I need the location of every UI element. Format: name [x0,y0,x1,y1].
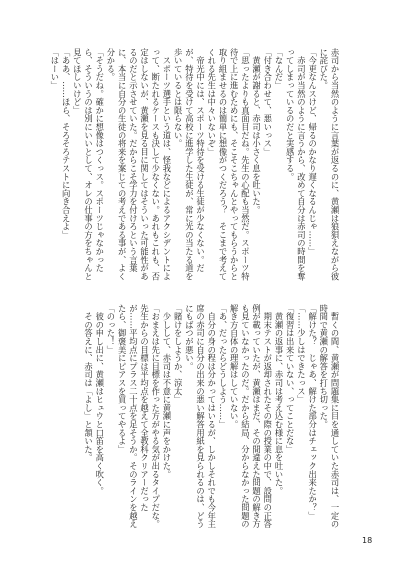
dialogue-line: 「解けた？ じゃあ、解けた部分はチェック出来たか？」 [307,304,318,520]
dialogue-line: 「なんだ」 [273,48,284,90]
page-number: 18 [362,536,373,545]
dialogue-line: 「復習は出来ていない、ってことだな」 [285,304,296,454]
paragraph: 黄瀬の返事に、赤司は考え込む様に息を吐いた。 [273,304,284,495]
paragraph: 帝光中には、スポーツ特待を受ける生徒が少なくない。だが、特待を受けて高校に進学した生徒が、常に光の当たる道を歩いているとは限らない。 [173,48,206,281]
paragraph: 暫くの間、黄瀬が問題集に目を通していた赤司は、一定の時間で黄瀬の解答を打ち切った。 [318,304,340,529]
paragraph: 黄瀬が謝ると、赤司は小さく息を吐いた。 [251,48,262,214]
dialogue-line: 「賭けをしようか、涼太」 [173,304,184,404]
dialogue-line: 「ああ、……ほら、そろそろテストに向き合えよ」 [61,48,72,239]
dialogue-line: 「おまえは先に目標を作った方がやる気が出るタイプだな。先生からの目標は平均点を越えて全教科クリアーだったが……平均点にプラス二十点を足そうか。そのラインを越えたら、御褒美にピアスを買ってやるよ」 [117,304,161,529]
lower-text-block [68,304,340,536]
paragraph: 彼の申し出に、黄瀬はヒュウと口笛を高く吹く。 [94,304,105,495]
dialogue-line: 「付き合わせて、悪いっス」 [262,48,273,156]
dialogue-line: 「あ、だったらどうしよう……」 [217,304,228,429]
paragraph: 期末テストが返却されたその際の授業の中で、設問の正答例が載っていたが、黄瀬はまだ、その間違えた問題の解き方も見ていなかったのだ。だから結局、分からなかった問題の解き方自体の理解はしていない。 [229,304,273,529]
dialogue-line: 「今更なんスけど、帰るのかなり遅くなるんじゃ……」 [307,48,318,256]
paragraph: 少しして、赤司は不意に黄瀬に声をかけた。 [161,304,172,479]
dialogue-line: 「そうだね。確かに想像はつくっス。スポーツじゃなかったら、そういうのは別にいいとして、オレの仕事の方をちゃんと見てほしいけど」 [72,48,105,281]
dialogue-line: 「はーい」 [49,48,60,90]
dialogue-line: 「のった！」 [105,304,116,354]
dialogue-line: 「思ったよりも真面目だね。先生の心配も当然だ。スポーツ特待で上に進むためにも、そこそこちゃんとやってもらうからと取り組ませるのは簡単に想像がつくだろう？ そこまで考えてくれる先生は中々いないぞ」 [206,48,251,281]
paragraph: 赤司が当然のように言うから、改めて自分は赤司の時間を奪ってしまっているのだと実感する。 [285,48,307,281]
paragraph: その答えに、赤司は「よし」と頷いた。 [83,304,94,462]
paragraph: 自分の身の程は分かってはいるが、しかしそれでも今年主席の赤司に自分の出来の悪い解答用紙を見られるのは、どうにもばつが悪い。 [184,304,217,529]
paragraph: 赤司から当然のように言葉が返るのに、黄瀬は狼狽えながら彼に詫びた。 [318,48,340,281]
upper-text-block [49,48,340,284]
dialogue-line: 「……少しはできたっス」 [296,304,307,404]
paragraph: スポーツ選手という道は、怪我などによるアクシデントによって、断たれるケースも決して少なくない。あれもこれも、否定はしないが、黄瀬を見る目に関してはそういった可能性があるのだと示させていた。だからこそ学力を付けろという言葉に、本当に自分の生徒の将来を案じての考えである事が、よく分かる。 [105,48,172,281]
